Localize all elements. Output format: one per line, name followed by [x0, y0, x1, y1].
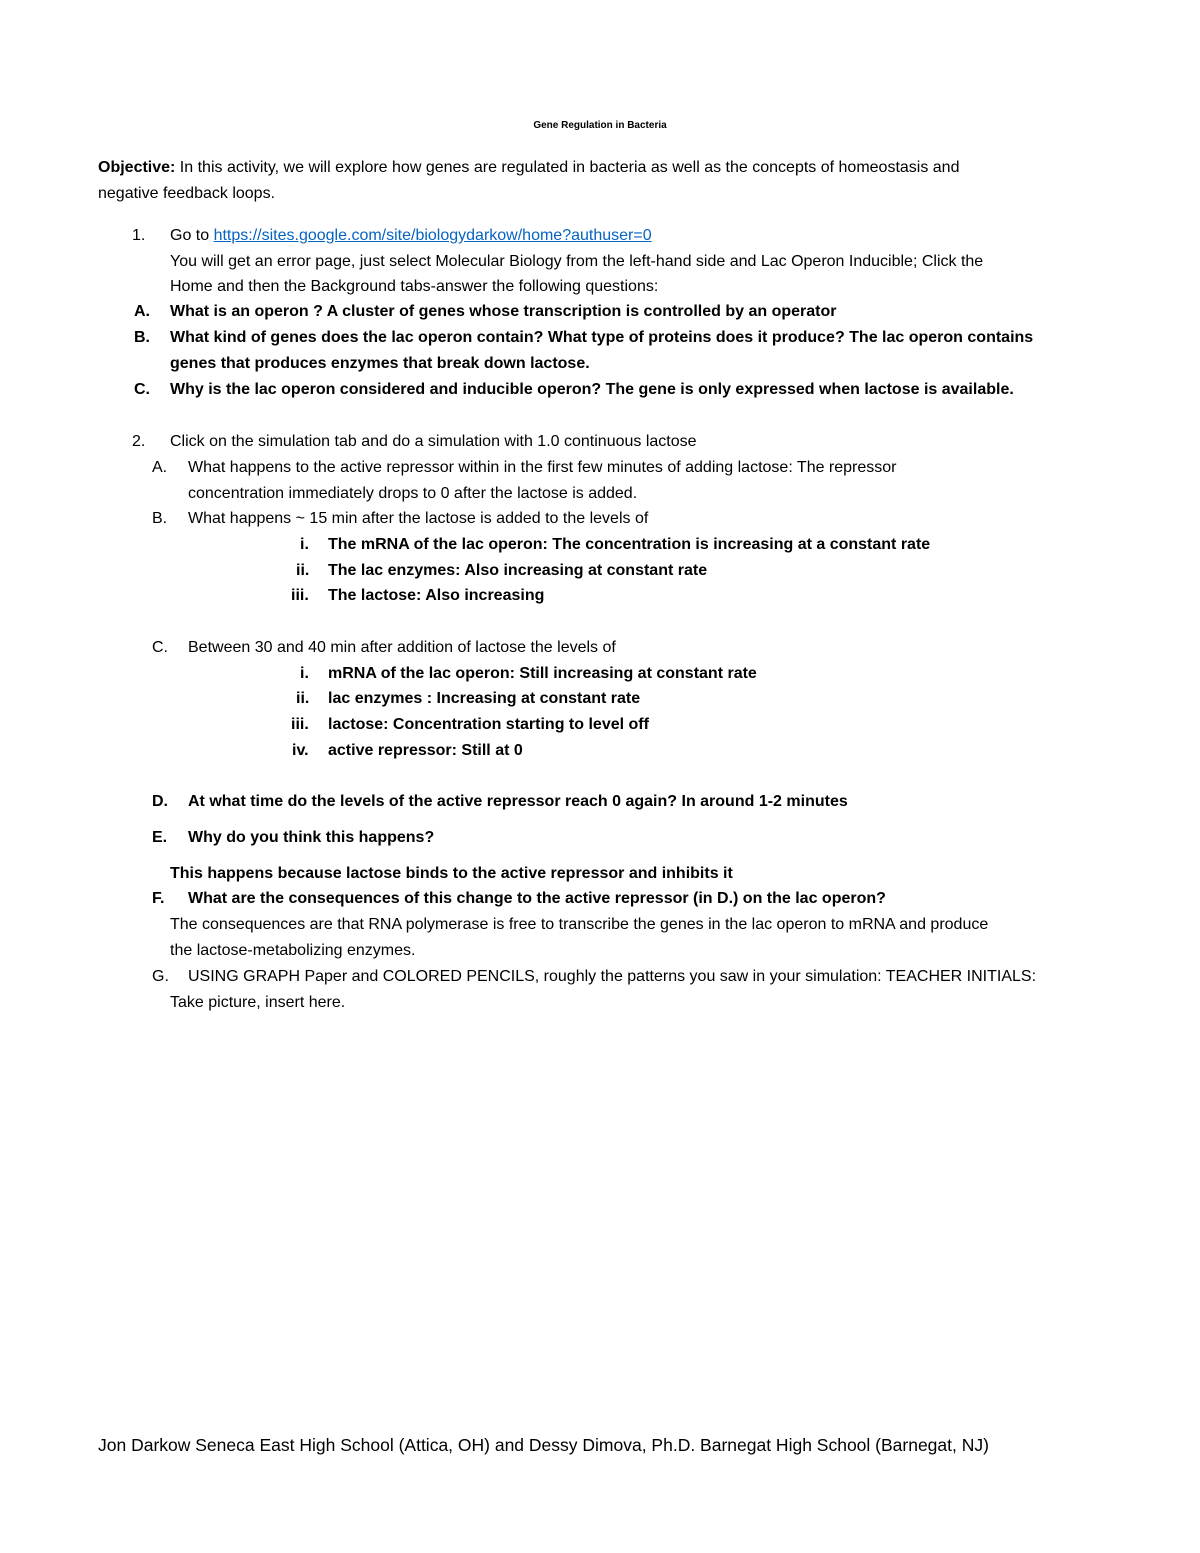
biology-site-link[interactable]: https://sites.google.com/site/biologydarkow/home?authuser=0 [213, 227, 652, 244]
q2-a-line-2: concentration immediately drops to 0 after the lactose is added. [188, 485, 638, 502]
q2-b-item-3-marker: iii. [291, 587, 309, 604]
q2-f-marker: F. [152, 890, 165, 907]
q2-c-item-2-text: lac enzymes : Increasing at constant rate [328, 690, 641, 707]
q1-a-marker: A. [134, 303, 150, 320]
q2-e-answer: This happens because lactose binds to the active repressor and inhibits it [170, 865, 733, 882]
q2-f-answer-1: The consequences are that RNA polymerase is free to transcribe the genes in the lac operon to mRNA and produce [170, 916, 989, 933]
q2-text: Click on the simulation tab and do a simulation with 1.0 continuous lactose [170, 433, 697, 450]
q1-number: 1. [132, 227, 146, 244]
q2-c-item-4-marker: iv. [292, 742, 309, 759]
q2-c-item-3-text: lactose: Concentration starting to level off [328, 716, 649, 733]
page-footer: Jon Darkow Seneca East High School (Attica, OH) and Dessy Dimova, Ph.D. Barnegat High School (Barnegat, NJ) [98, 1435, 989, 1455]
q2-d-text: At what time do the levels of the active repressor reach 0 again? In around 1-2 minutes [188, 793, 848, 810]
q1-instructions-1: You will get an error page, just select Molecular Biology from the left-hand side and Lac Operon Inducible; Click the [170, 253, 984, 270]
objective-text: In this activity, we will explore how genes are regulated in bacteria as well as the concepts of homeostasis and [175, 159, 960, 176]
q2-c-text: Between 30 and 40 min after addition of lactose the levels of [188, 639, 616, 656]
q2-g-line-1: USING GRAPH Paper and COLORED PENCILS, roughly the patterns you saw in your simulation: TEACHER INITIALS: [188, 968, 1037, 985]
q2-e-text: Why do you think this happens? [188, 829, 435, 846]
q1-goto-line [170, 223, 652, 249]
q1-b-marker: B. [134, 329, 150, 346]
q2-b-item-1-text: The mRNA of the lac operon: The concentration is increasing at a constant rate [328, 536, 931, 553]
q2-b-item-2-text: The lac enzymes: Also increasing at constant rate [328, 562, 708, 579]
q2-e-marker: E. [152, 829, 168, 846]
q2-a-marker: A. [152, 459, 168, 476]
q1-b-line-2: genes that produces enzymes that break down lactose. [170, 355, 590, 372]
q2-b-item-2-marker: ii. [296, 562, 310, 579]
objective-label: Objective: [98, 159, 176, 176]
q2-c-item-1-text: mRNA of the lac operon: Still increasing at constant rate [328, 665, 757, 682]
objective-line-2: negative feedback loops. [98, 185, 276, 202]
q1-a-text: What is an operon ? A cluster of genes whose transcription is controlled by an operator [170, 303, 837, 320]
q2-b-text: What happens ~ 15 min after the lactose is added to the levels of [188, 510, 649, 527]
q2-b-item-1-marker: i. [300, 536, 309, 553]
q1-b-line-1: What kind of genes does the lac operon contain? What type of proteins does it produce? The lac operon contains [170, 329, 1034, 346]
q2-c-item-4-text: active repressor: Still at 0 [328, 742, 523, 759]
page-title: Gene Regulation in Bacteria [533, 120, 667, 131]
q2-b-item-3-text: The lactose: Also increasing [328, 587, 545, 604]
q1-goto-text: Go to [170, 227, 214, 244]
q2-g-marker: G. [152, 968, 169, 985]
q2-b-marker: B. [152, 510, 168, 527]
q2-c-item-1-marker: i. [300, 665, 309, 682]
q2-c-marker: C. [152, 639, 168, 656]
q2-g-line-2: Take picture, insert here. [170, 994, 346, 1011]
objective-line-1 [98, 155, 959, 181]
q1-c-text: Why is the lac operon considered and inducible operon? The gene is only expressed when lactose is available. [170, 381, 1014, 398]
q2-a-line-1: What happens to the active repressor within in the first few minutes of adding lactose: The repressor [188, 459, 897, 476]
q2-d-marker: D. [152, 793, 168, 810]
q1-c-marker: C. [134, 381, 150, 398]
q2-c-item-3-marker: iii. [291, 716, 309, 733]
q1-instructions-2: Home and then the Background tabs-answer the following questions: [170, 278, 659, 295]
q2-number: 2. [132, 433, 146, 450]
q2-c-item-2-marker: ii. [296, 690, 310, 707]
q2-f-answer-2: the lactose-metabolizing enzymes. [170, 942, 416, 959]
q2-f-text: What are the consequences of this change to the active repressor (in D.) on the lac operon? [188, 890, 886, 907]
